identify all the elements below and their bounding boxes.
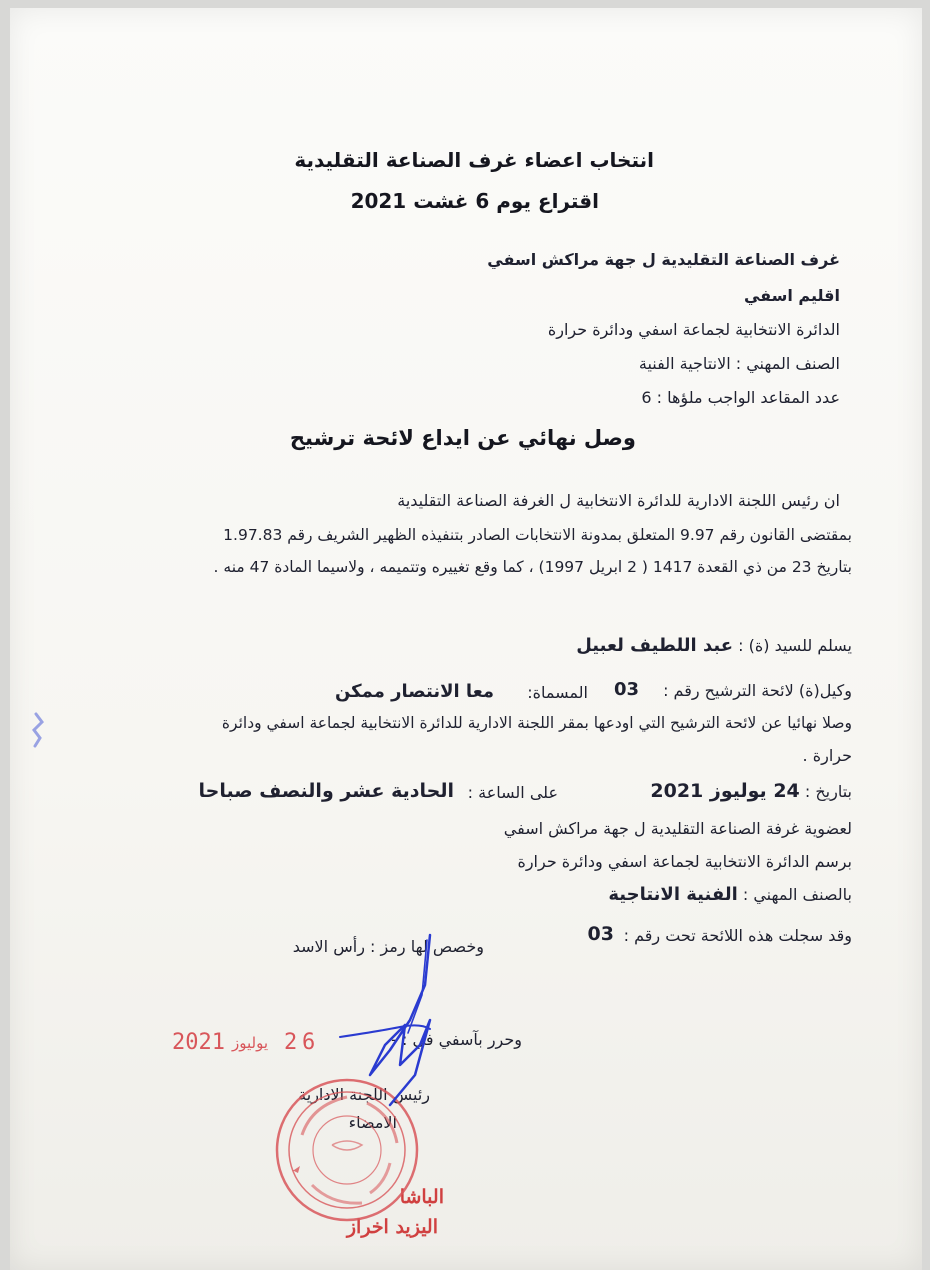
- receipt-text-line-2: حرارة .: [802, 746, 852, 765]
- body-line-2: بمقتضى القانون رقم 9.97 المتعلق بمدونة الانتخابات الصادر بتنفيذه الظهير الشريف رقم 1.97.83: [223, 526, 852, 544]
- president-title: رئيس اللجنة الادارية: [298, 1085, 430, 1104]
- written-at: وحرر بآسفي في : -: [391, 1030, 522, 1049]
- date-label: بتاريخ :: [799, 782, 852, 801]
- professional-category: الصنف المهني : الانتاجية الفنية: [638, 354, 840, 373]
- body-line-1: ان رئيس اللجنة الادارية للدائرة الانتخابية ل الغرفة الصناعة التقليدية: [397, 491, 840, 510]
- membership-category: الفنية الانتاجية: [608, 884, 738, 905]
- scan-bottom-edge: [0, 1270, 930, 1280]
- province: اقليم اسفي: [743, 286, 840, 305]
- membership-line-2: برسم الدائرة الانتخابية لجماعة اسفي ودائرة حرارة: [517, 852, 852, 871]
- chamber-name: غرف الصناعة التقليدية ل جهة مراكش اسفي: [487, 250, 840, 269]
- stamp-day: 6: [302, 1030, 316, 1055]
- pasha-title: الباشا: [399, 1186, 444, 1208]
- stamp-dash: 2: [284, 1030, 298, 1055]
- date-stamp: [172, 1030, 332, 1062]
- recipient-label: يسلم للسيد (ة) :: [733, 636, 852, 655]
- date-line: [650, 780, 852, 802]
- membership-line-1: لعضوية غرفة الصناعة التقليدية ل جهة مراكش اسفي: [503, 819, 852, 838]
- body-line-3: بتاريخ 23 من ذي القعدة 1417 ( 2 ابريل 1997) ، كما وقع تغييره وتتميمه ، ولاسيما المادة 47 منه .: [213, 558, 852, 576]
- submission-date: 24 يوليوز 2021: [650, 780, 800, 802]
- recipient-name: عبد اللطيف لعبيل: [576, 635, 734, 656]
- list-number: 03: [613, 679, 639, 700]
- membership-category-label: بالصنف المهني :: [737, 885, 852, 904]
- signature-label: الامضاء: [348, 1113, 397, 1132]
- submission-time: الحادية عشر والنصف صباحا: [198, 780, 454, 802]
- receipt-text-line-1: وصلا نهائيا عن لائحة الترشيح التي اودعها بمقر اللجنة الادارية للدائرة الانتخابية لجماعة اسفي ودائرة: [221, 714, 852, 732]
- handwritten-signature: [330, 925, 470, 1115]
- time-label: على الساعة :: [467, 783, 558, 802]
- list-name-label: المسماة:: [527, 683, 588, 702]
- recipient-line: [576, 635, 852, 656]
- stamp-year: 2021: [172, 1030, 225, 1055]
- ink-mark: [30, 712, 46, 748]
- stamp-month: يوليوز: [232, 1034, 269, 1052]
- pasha-name: اليزيد اخراز: [346, 1216, 438, 1238]
- title-line-2: اقتراع يوم 6 غشت 2021: [350, 189, 599, 213]
- receipt-title: وصل نهائي عن ايداع لائحة ترشيح: [289, 426, 636, 450]
- seats-count: عدد المقاعد الواجب ملؤها : 6: [641, 388, 840, 407]
- list-name: معا الانتصار ممكن: [334, 681, 494, 702]
- list-agent-label: وكيل(ة) لائحة الترشيح رقم :: [663, 681, 852, 700]
- electoral-district: الدائرة الانتخابية لجماعة اسفي ودائرة حرارة: [547, 320, 840, 339]
- registration-number: 03: [587, 923, 614, 945]
- membership-category-line: [608, 884, 852, 905]
- registration-label: وقد سجلت هذه اللائحة تحت رقم :: [623, 926, 852, 945]
- title-line-1: انتخاب اعضاء غرف الصناعة التقليدية: [294, 148, 654, 172]
- registration-symbol: وخصص لها رمز : رأس الاسد: [292, 937, 484, 956]
